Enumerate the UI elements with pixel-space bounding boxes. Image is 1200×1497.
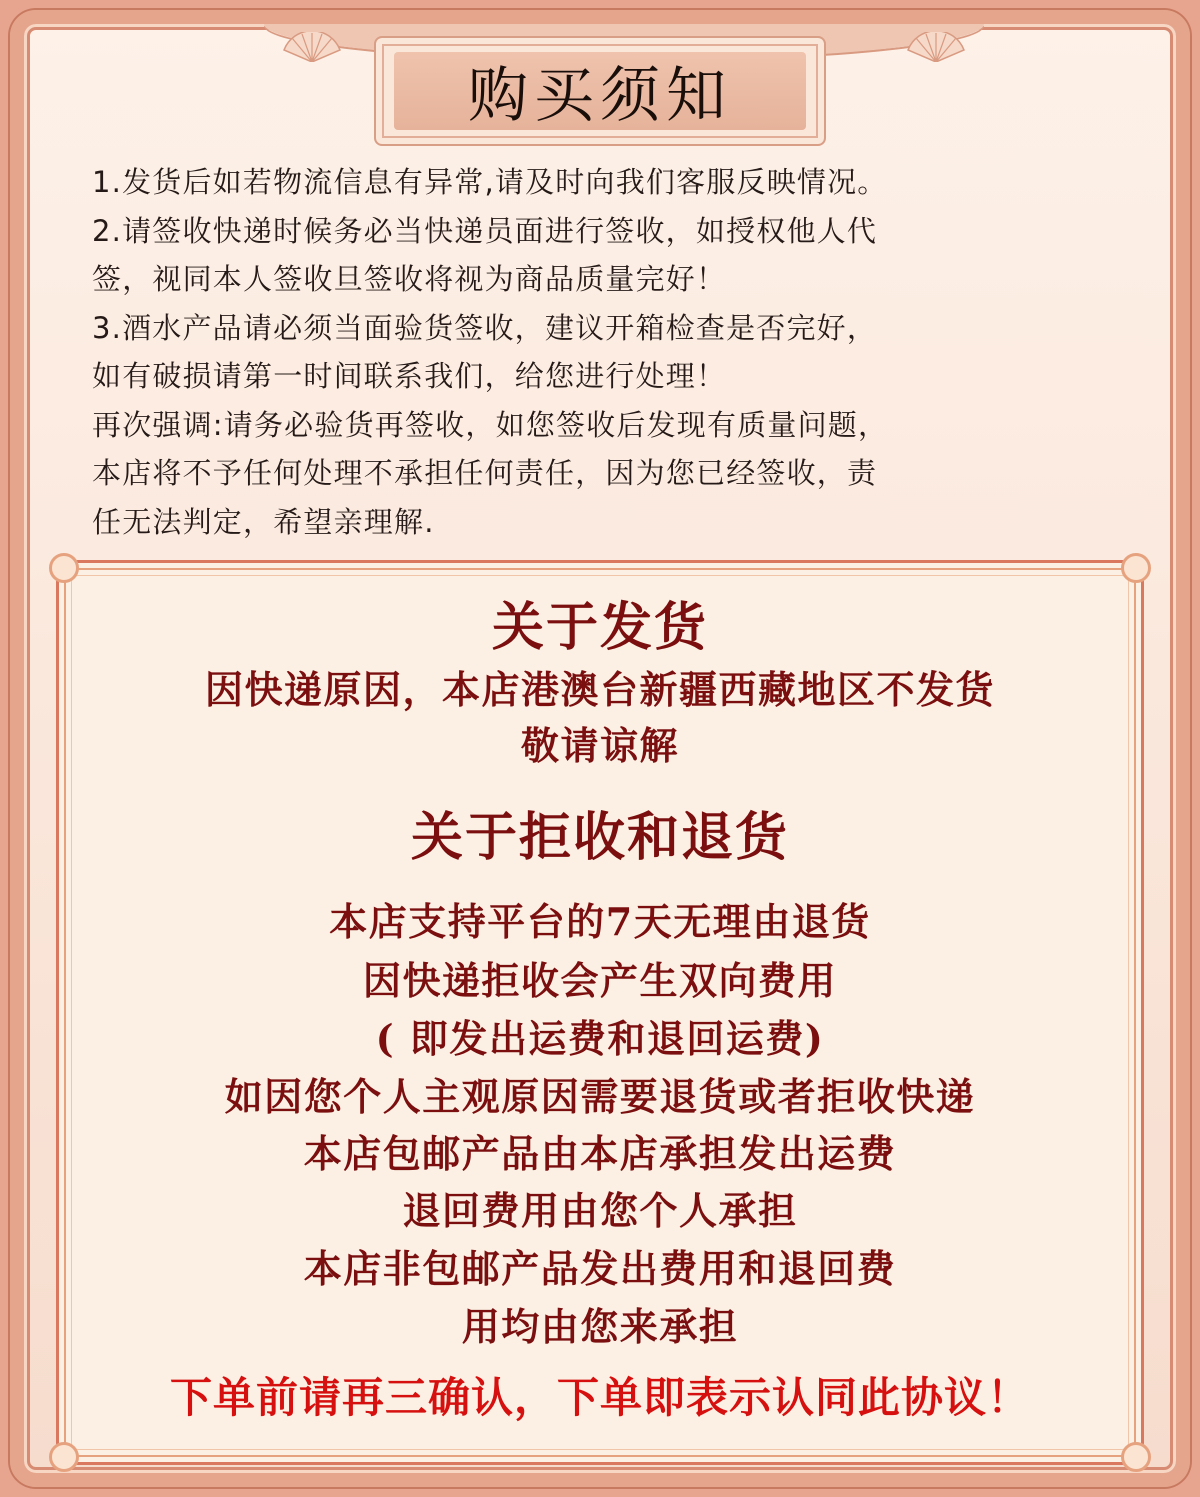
returns-line: 用均由您来承担	[461, 1304, 739, 1349]
returns-line: 如因您个人主观原因需要退货或者拒收快递	[224, 1074, 976, 1119]
notice-line: 任无法判定，希望亲理解.	[92, 504, 435, 539]
notice-line: 2.请签收快递时候务必当快递员面进行签收，如授权他人代	[92, 213, 878, 248]
notice-line: 3.酒水产品请必须当面验货签收，建议开箱检查是否完好，	[92, 310, 878, 345]
order-warning: 下单前请再三确认，下单即表示认同此协议！	[169, 1373, 1030, 1422]
returns-line: 本店非包邮产品发出费用和退回费	[303, 1246, 897, 1291]
notice-line: 1.发货后如若物流信息有异常,请及时向我们客服反映情况。	[92, 165, 888, 199]
returns-line: 本店支持平台的7天无理由退货	[329, 899, 871, 944]
notice-line: 如有破损请第一时间联系我们，给您进行处理！	[92, 359, 727, 393]
returns-line: 因快递拒收会产生双向费用	[362, 958, 837, 1003]
shipping-line: 敬请谅解	[520, 723, 679, 768]
returns-heading: 关于拒收和退货	[410, 807, 789, 868]
returns-line: 退回费用由您个人承担	[402, 1188, 798, 1233]
purchase-notice	[92, 158, 1092, 546]
notice-line: 本店将不予任何处理不承担任何责任，因为您已经签收，责	[92, 456, 878, 490]
page-title: 购买须知	[468, 61, 732, 131]
policy-panel	[56, 560, 1144, 1465]
shipping-heading: 关于发货	[491, 597, 708, 658]
title-frame	[374, 36, 826, 146]
shipping-line: 因快递原因，本店港澳台新疆西藏地区不发货	[204, 667, 995, 712]
title-plaque	[394, 52, 806, 130]
fan-ornament-icon	[282, 32, 342, 62]
fan-ornament-icon	[906, 32, 966, 62]
notice-line: 再次强调:请务必验货再签收，如您签收后发现有质量问题，	[92, 407, 889, 442]
returns-line: ( 即发出运费和退回运费)	[375, 1016, 825, 1061]
notice-line: 签，视同本人签收旦签收将视为商品质量完好！	[92, 262, 727, 296]
returns-line: 本店包邮产品由本店承担发出运费	[303, 1131, 897, 1176]
